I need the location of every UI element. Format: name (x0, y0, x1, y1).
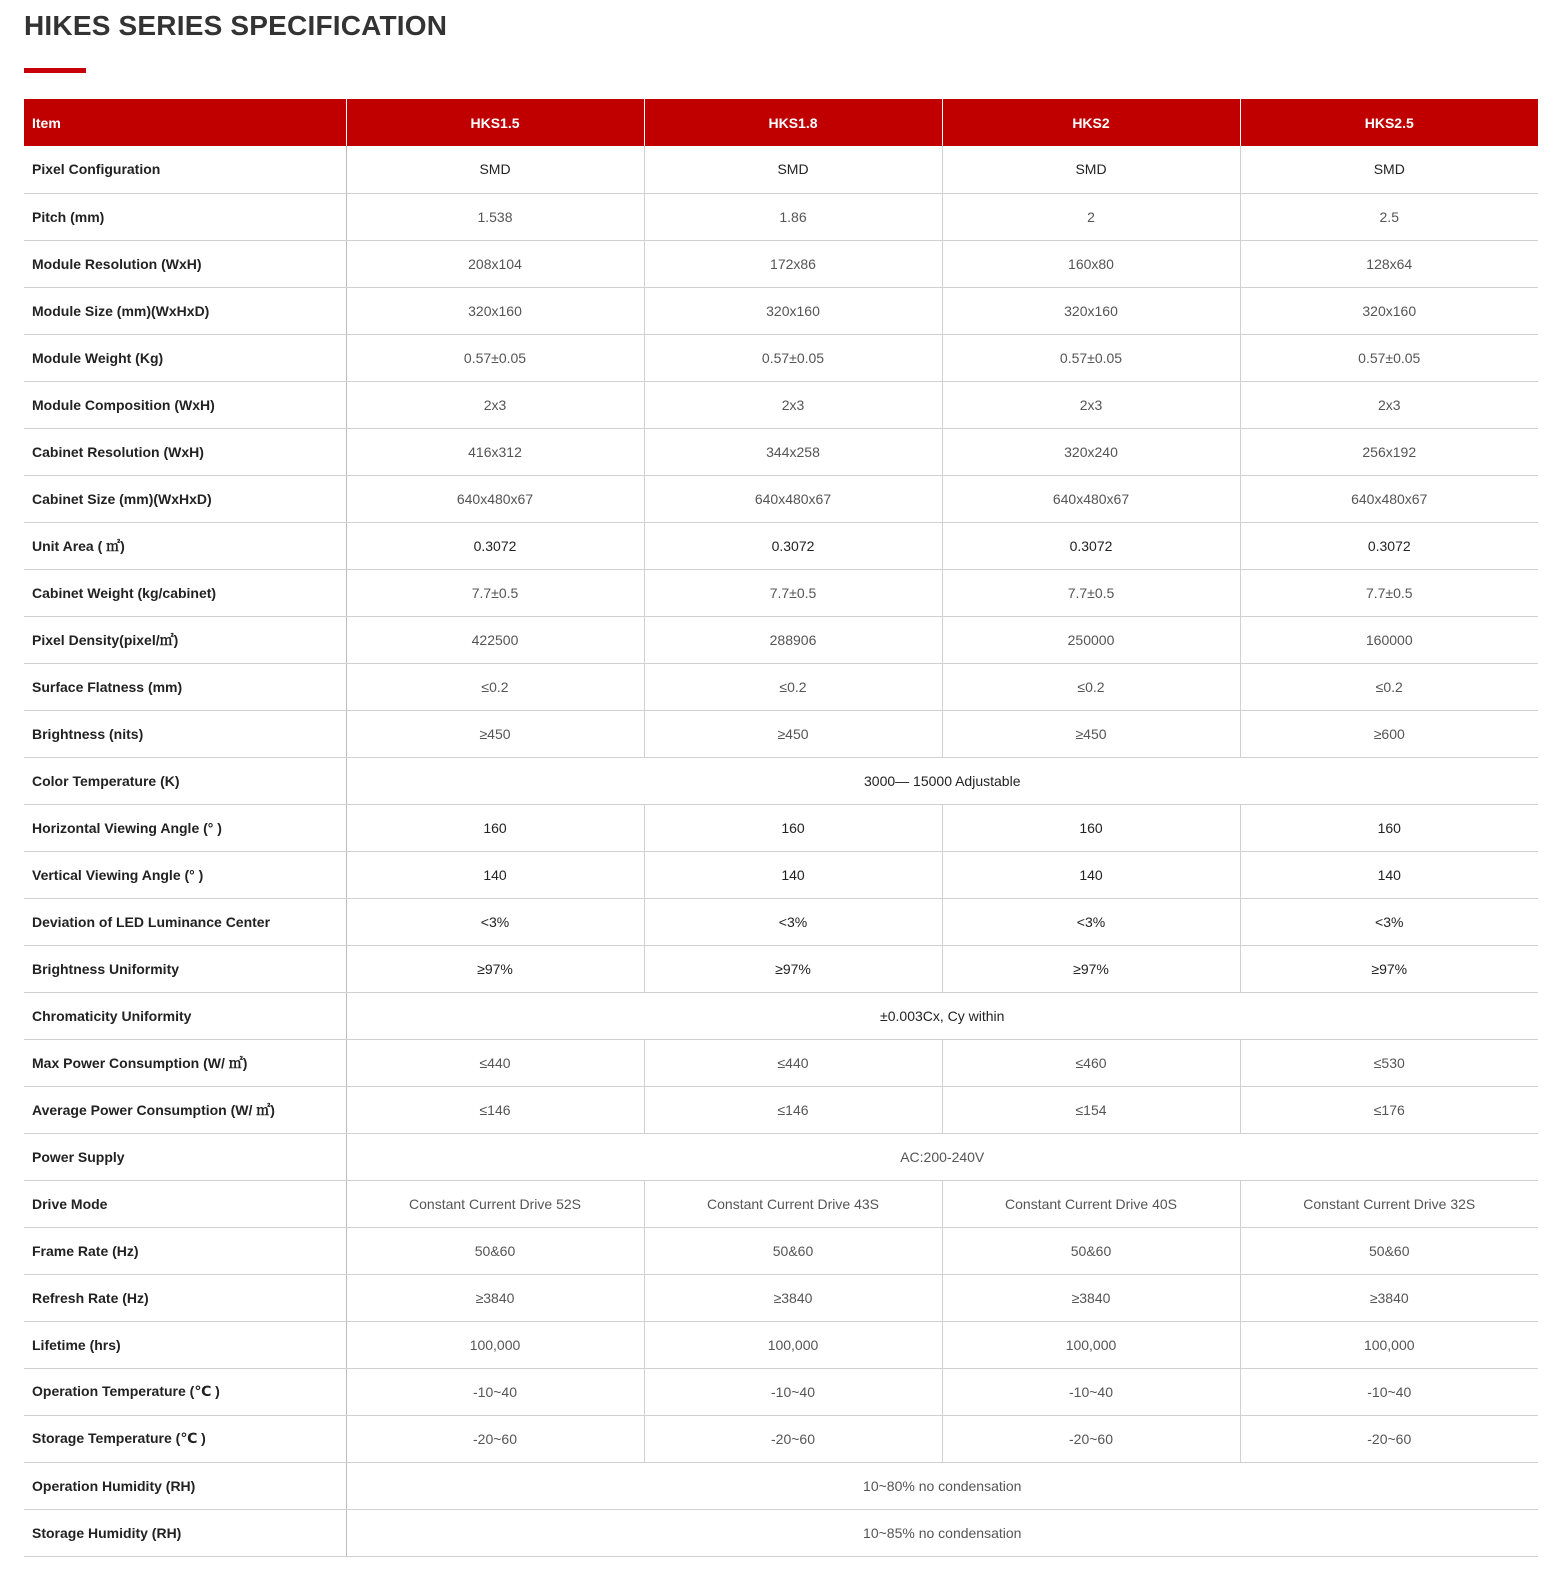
row-label: Cabinet Resolution (WxH) (24, 428, 346, 475)
table-row (24, 240, 1538, 287)
table-cell: Constant Current Drive 32S (1240, 1180, 1538, 1227)
table-cell: SMD (346, 146, 644, 193)
row-label: Surface Flatness (mm) (24, 663, 346, 710)
row-label: Cabinet Size (mm)(WxHxD) (24, 475, 346, 522)
table-cell: ≥97% (942, 945, 1240, 992)
table-cell: ≤154 (942, 1086, 1240, 1133)
page-title: HIKES SERIES SPECIFICATION (24, 10, 448, 41)
spec-table-body (24, 146, 1538, 1556)
table-cell: 416x312 (346, 428, 644, 475)
column-header-model: HKS2 (942, 99, 1240, 146)
row-label: Pixel Density(pixel/㎡) (24, 616, 346, 663)
row-label: Color Temperature (K) (24, 757, 346, 804)
table-row (24, 146, 1538, 193)
column-header-model: HKS1.8 (644, 99, 942, 146)
table-cell: 320x160 (644, 287, 942, 334)
table-cell: 7.7±0.5 (942, 569, 1240, 616)
table-cell: ≥450 (644, 710, 942, 757)
table-cell: 640x480x67 (1240, 475, 1538, 522)
table-cell: ≤0.2 (644, 663, 942, 710)
table-row (24, 663, 1538, 710)
row-label: Brightness Uniformity (24, 945, 346, 992)
table-row (24, 1368, 1538, 1415)
table-cell: 320x160 (1240, 287, 1538, 334)
table-cell: 160 (644, 804, 942, 851)
table-cell: 100,000 (942, 1321, 1240, 1368)
table-cell: 344x258 (644, 428, 942, 475)
table-cell: 288906 (644, 616, 942, 663)
table-cell: SMD (644, 146, 942, 193)
table-cell-merged: 10~80% no condensation (346, 1462, 1538, 1509)
table-row (24, 334, 1538, 381)
table-cell: 0.3072 (942, 522, 1240, 569)
row-label: Storage Humidity (RH) (24, 1509, 346, 1556)
table-row (24, 1180, 1538, 1227)
table-cell: ≥97% (1240, 945, 1538, 992)
table-cell-merged: 3000— 15000 Adjustable (346, 757, 1538, 804)
column-header-model: HKS1.5 (346, 99, 644, 146)
table-cell: 640x480x67 (644, 475, 942, 522)
table-cell: ≥97% (346, 945, 644, 992)
table-cell: ≤0.2 (942, 663, 1240, 710)
table-cell: 2x3 (346, 381, 644, 428)
table-cell: 50&60 (1240, 1227, 1538, 1274)
row-label: Storage Temperature (℃ ) (24, 1415, 346, 1462)
table-row (24, 193, 1538, 240)
table-cell: ≥3840 (1240, 1274, 1538, 1321)
table-row (24, 1274, 1538, 1321)
table-row (24, 381, 1538, 428)
table-cell: 100,000 (1240, 1321, 1538, 1368)
table-cell: 2x3 (1240, 381, 1538, 428)
row-label: Horizontal Viewing Angle (° ) (24, 804, 346, 851)
table-cell: 50&60 (346, 1227, 644, 1274)
table-cell: ≥3840 (644, 1274, 942, 1321)
table-cell: -10~40 (1240, 1368, 1538, 1415)
table-cell: ≤440 (346, 1039, 644, 1086)
table-cell: 2.5 (1240, 193, 1538, 240)
row-label: Operation Temperature (℃ ) (24, 1368, 346, 1415)
table-cell: 0.57±0.05 (346, 334, 644, 381)
table-cell: -20~60 (942, 1415, 1240, 1462)
table-cell: 140 (1240, 851, 1538, 898)
table-cell: ≤146 (644, 1086, 942, 1133)
table-cell: <3% (942, 898, 1240, 945)
table-cell: 7.7±0.5 (644, 569, 942, 616)
table-cell: <3% (346, 898, 644, 945)
table-cell: ≤176 (1240, 1086, 1538, 1133)
table-cell: 422500 (346, 616, 644, 663)
table-cell: 160x80 (942, 240, 1240, 287)
table-cell: ≥3840 (346, 1274, 644, 1321)
row-label: Drive Mode (24, 1180, 346, 1227)
table-row (24, 1415, 1538, 1462)
row-label: Power Supply (24, 1133, 346, 1180)
table-cell: SMD (1240, 146, 1538, 193)
table-row (24, 569, 1538, 616)
table-row (24, 1462, 1538, 1509)
table-row (24, 992, 1538, 1039)
column-header-model: HKS2.5 (1240, 99, 1538, 146)
table-cell: 2x3 (942, 381, 1240, 428)
table-row (24, 710, 1538, 757)
column-header-item: Item (24, 99, 346, 146)
table-row (24, 616, 1538, 663)
table-cell: 208x104 (346, 240, 644, 287)
table-cell: ≤460 (942, 1039, 1240, 1086)
table-cell: 2 (942, 193, 1240, 240)
table-cell: -10~40 (644, 1368, 942, 1415)
table-cell: 256x192 (1240, 428, 1538, 475)
row-label: Cabinet Weight (kg/cabinet) (24, 569, 346, 616)
row-label: Max Power Consumption (W/ ㎡) (24, 1039, 346, 1086)
table-row (24, 1227, 1538, 1274)
row-label: Module Weight (Kg) (24, 334, 346, 381)
row-label: Operation Humidity (RH) (24, 1462, 346, 1509)
table-cell: 100,000 (644, 1321, 942, 1368)
table-cell: 320x160 (346, 287, 644, 334)
table-cell: 140 (942, 851, 1240, 898)
table-cell: 172x86 (644, 240, 942, 287)
row-label: Pixel Configuration (24, 146, 346, 193)
table-cell: 128x64 (1240, 240, 1538, 287)
table-row (24, 428, 1538, 475)
row-label: Deviation of LED Luminance Center (24, 898, 346, 945)
table-cell: 160 (942, 804, 1240, 851)
table-cell-merged: 10~85% no condensation (346, 1509, 1538, 1556)
table-cell: 160 (1240, 804, 1538, 851)
table-cell: 0.3072 (346, 522, 644, 569)
table-cell: ≥450 (942, 710, 1240, 757)
row-label: Refresh Rate (Hz) (24, 1274, 346, 1321)
spec-table-header (24, 99, 1538, 146)
table-row (24, 1039, 1538, 1086)
table-cell: 50&60 (644, 1227, 942, 1274)
table-row (24, 287, 1538, 334)
header-row (24, 99, 1538, 146)
row-label: Vertical Viewing Angle (° ) (24, 851, 346, 898)
table-cell: 0.3072 (644, 522, 942, 569)
table-cell: -10~40 (942, 1368, 1240, 1415)
title-underline (24, 68, 86, 73)
table-cell: 7.7±0.5 (346, 569, 644, 616)
table-row (24, 804, 1538, 851)
table-row (24, 898, 1538, 945)
table-cell: ≤530 (1240, 1039, 1538, 1086)
table-cell: 7.7±0.5 (1240, 569, 1538, 616)
table-cell: ≤146 (346, 1086, 644, 1133)
table-cell: 1.538 (346, 193, 644, 240)
table-row (24, 522, 1538, 569)
table-cell: ≥450 (346, 710, 644, 757)
row-label: Module Composition (WxH) (24, 381, 346, 428)
table-row (24, 1321, 1538, 1368)
table-cell: Constant Current Drive 40S (942, 1180, 1240, 1227)
table-cell-merged: AC:200-240V (346, 1133, 1538, 1180)
table-cell: ≤0.2 (346, 663, 644, 710)
table-cell: 160000 (1240, 616, 1538, 663)
table-cell: 0.3072 (1240, 522, 1538, 569)
table-cell: 140 (346, 851, 644, 898)
table-cell: -10~40 (346, 1368, 644, 1415)
table-row (24, 475, 1538, 522)
table-cell: 640x480x67 (346, 475, 644, 522)
spec-table (24, 99, 1538, 1557)
table-cell: -20~60 (644, 1415, 942, 1462)
table-cell: -20~60 (1240, 1415, 1538, 1462)
table-cell: Constant Current Drive 43S (644, 1180, 942, 1227)
table-cell: <3% (1240, 898, 1538, 945)
table-cell: 640x480x67 (942, 475, 1240, 522)
table-cell: Constant Current Drive 52S (346, 1180, 644, 1227)
table-row (24, 1133, 1538, 1180)
table-cell: SMD (942, 146, 1240, 193)
table-cell: 250000 (942, 616, 1240, 663)
table-cell: 100,000 (346, 1321, 644, 1368)
table-cell: 0.57±0.05 (942, 334, 1240, 381)
table-row (24, 757, 1538, 804)
table-cell: 0.57±0.05 (1240, 334, 1538, 381)
table-cell: 320x160 (942, 287, 1240, 334)
row-label: Frame Rate (Hz) (24, 1227, 346, 1274)
table-cell: -20~60 (346, 1415, 644, 1462)
row-label: Lifetime (hrs) (24, 1321, 346, 1368)
table-cell: 2x3 (644, 381, 942, 428)
row-label: Module Size (mm)(WxHxD) (24, 287, 346, 334)
table-cell: ≥97% (644, 945, 942, 992)
row-label: Average Power Consumption (W/ ㎡) (24, 1086, 346, 1133)
table-cell: 160 (346, 804, 644, 851)
table-cell: ≤440 (644, 1039, 942, 1086)
table-cell: ≥600 (1240, 710, 1538, 757)
table-cell: ≥3840 (942, 1274, 1240, 1321)
table-cell-merged: ±0.003Cx, Cy within (346, 992, 1538, 1039)
table-cell: 320x240 (942, 428, 1240, 475)
table-cell: 50&60 (942, 1227, 1240, 1274)
row-label: Chromaticity Uniformity (24, 992, 346, 1039)
row-label: Pitch (mm) (24, 193, 346, 240)
table-cell: 140 (644, 851, 942, 898)
row-label: Unit Area ( ㎡) (24, 522, 346, 569)
table-cell: <3% (644, 898, 942, 945)
table-row (24, 945, 1538, 992)
row-label: Brightness (nits) (24, 710, 346, 757)
row-label: Module Resolution (WxH) (24, 240, 346, 287)
table-cell: 0.57±0.05 (644, 334, 942, 381)
table-row (24, 1086, 1538, 1133)
table-row (24, 851, 1538, 898)
table-cell: ≤0.2 (1240, 663, 1538, 710)
table-row (24, 1509, 1538, 1556)
table-cell: 1.86 (644, 193, 942, 240)
